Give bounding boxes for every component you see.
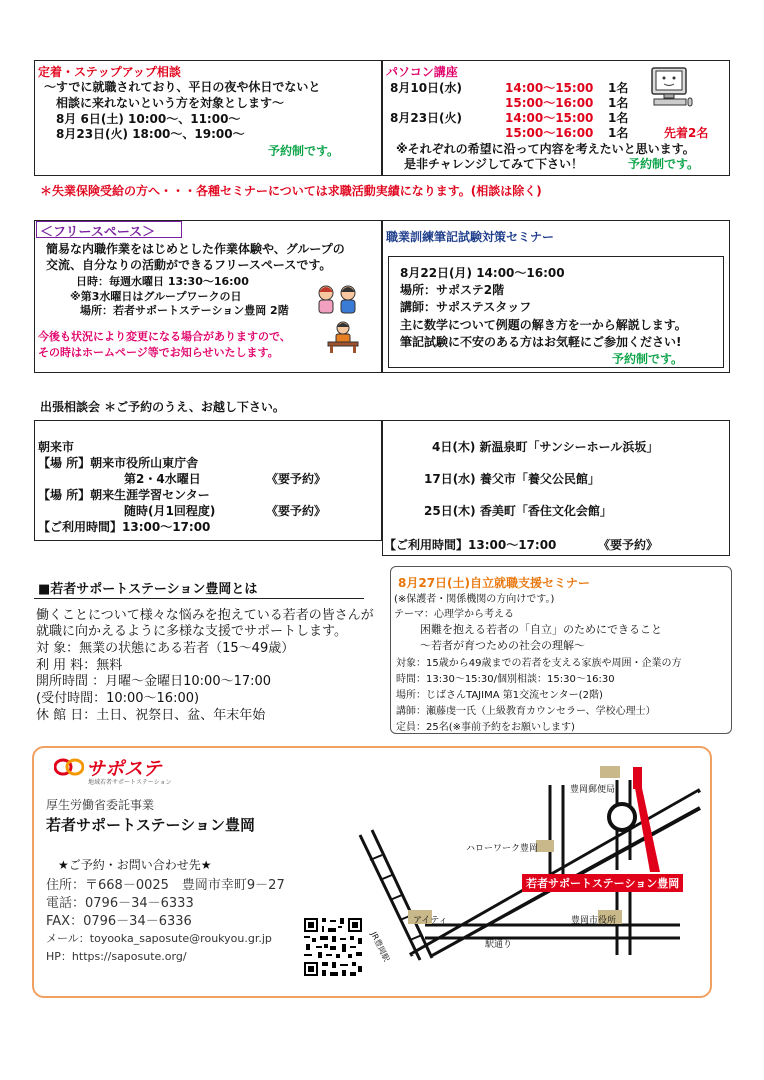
seminar-theme2: 困難を抱える若者の「自立」のためにできること (420, 623, 662, 636)
pc-note2: 是非チャレンジしてみて下さい！ (404, 157, 584, 171)
seminar-capacity: 定員：25名(※事前予約をお願いします) (396, 722, 575, 733)
logo-subtext: 地域若者サポートステーション (88, 779, 172, 786)
teichaku-line2: 相談に来れないという方を対象とします〜 (56, 96, 285, 110)
free-line5: 場所：若者サポートステーション豊岡 2階 (80, 304, 289, 317)
shokugyo-date: 8月22日(月) 14:00〜16:00 (400, 266, 565, 280)
seminar-target: 対象：15歳から49歳までの若者を支える家族や周囲・企業の方 (396, 658, 682, 669)
saposute-logo-icon (54, 756, 84, 778)
shucho-r2: 17日(水) 養父市「養父公民館」 (424, 472, 600, 486)
working-person-icon (326, 320, 360, 354)
shokugyo-lecturer: 講師：サポステスタッフ (400, 300, 532, 314)
pc-first: 先着2名 (664, 126, 709, 140)
map-post: 豊岡郵便局 (570, 785, 616, 795)
about-closed: 休 館 日：土日、祝祭日、盆、年末年始 (36, 708, 266, 723)
seminar-place: 場所：じばさんTAJIMA 第1交流センター(2階) (396, 690, 603, 701)
pc-count1: 1名 (608, 81, 629, 95)
shucho-place1: 【場 所】朝来市役所山東庁舎 (38, 456, 199, 470)
about-line2: 就職に向かえるように多様な支援でサポートします。 (36, 624, 347, 639)
footer-tel: 電話：0796－34－6333 (46, 896, 194, 911)
seminar-theme: テーマ：心理学から考える (394, 609, 514, 620)
seminar-sub: (※保護者・関係機関の方向けです。) (394, 594, 555, 605)
shokugyo-title: 職業訓練筆記試験対策セミナー (386, 230, 555, 244)
map-jr: JR豊岡駅 (369, 930, 392, 964)
shokugyo-desc2: 筆記試験に不安のある方はお気軽にご参加ください! (400, 335, 682, 349)
map-aiti: アイティ (413, 916, 448, 926)
seminar-lecturer: 講師：瀬藤虔一氏（上級教育カウンセラー、学校心理士） (396, 706, 656, 717)
seminar-time: 時間：13:30〜15:30/個別相談：15:30〜16:30 (396, 674, 615, 685)
seminar-title: 8月27日(土)自立就職支援セミナー (398, 576, 591, 590)
about-reception: (受付時間：10:00〜16:00) (36, 691, 200, 706)
people-icon (316, 284, 360, 314)
pc-count2: 1名 (608, 96, 629, 110)
shokugyo-reserve: 予約制です。 (612, 352, 684, 366)
free-line4: ※第3水曜日はグループワークの日 (70, 290, 242, 303)
shucho-yoyaku1: 《要予約》 (266, 472, 327, 486)
pc-time4: 15:00〜16:00 (505, 126, 594, 140)
pc-time3: 14:00〜15:00 (505, 111, 594, 125)
shucho-yoyaku2: 《要予約》 (266, 504, 327, 518)
pc-time1: 14:00〜15:00 (505, 81, 594, 95)
footer-ministry: 厚生労働省委託事業 (46, 798, 155, 812)
shucho-r-yoyaku: 《要予約》 (598, 538, 659, 552)
free-title: ＜フリースペース＞ (40, 225, 156, 240)
computer-icon (650, 66, 694, 110)
shucho-heading: 出張相談会 ＊ご予約のうえ、お越し下さい。 (40, 400, 285, 414)
free-note1: 今後も状況により変更になる場合がありますので、 (38, 330, 291, 343)
shucho-place2: 【場 所】朝来生涯学習センター (38, 488, 210, 502)
footer-mail: メール：toyooka_saposute@roukyou.gr.jp (46, 932, 272, 945)
about-hours: 開所時間 ：月曜〜金曜日10:00〜17:00 (36, 674, 272, 689)
map-cityhall: 豊岡市役所 (571, 916, 617, 926)
logo-text: サポステ (86, 758, 162, 780)
pc-title: パソコン講座 (386, 65, 458, 79)
unemployment-notice: ＊失業保険受給の方へ・・・各種セミナーについては求職活動実績になります。(相談は除く) (40, 184, 542, 198)
shucho-city: 朝来市 (38, 440, 75, 454)
shucho-r3: 25日(木) 香美町「香住文化会館」 (424, 504, 612, 518)
footer-hp: HP：https://saposute.org/ (46, 950, 187, 963)
teichaku-line1: 〜すでに就職されており、平日の夜や休日でないと (44, 80, 321, 94)
about-line1: 働くことについて様々な悩みを抱えている若者の皆さんが (36, 608, 374, 623)
map-station: 若者サポートステーション豊岡 (522, 874, 683, 892)
teichaku-reserve: 予約制です。 (268, 144, 340, 158)
shucho-sched1: 第2・4水曜日 (124, 472, 201, 486)
shucho-r1: 4日(木) 新温泉町「サンシーホール浜坂」 (432, 440, 659, 454)
map (350, 760, 705, 985)
pc-date1: 8月10日(水) (390, 81, 463, 95)
shucho-r-time: 【ご利用時間】13:00〜17:00 (384, 538, 557, 552)
footer-name: 若者サポートステーション豊岡 (46, 816, 255, 834)
pc-note1: ※それぞれの希望に沿って内容を考えたいと思います。 (396, 142, 695, 156)
pc-reserve: 予約制です。 (628, 157, 700, 171)
pc-count4: 1名 (608, 126, 629, 140)
teichaku-title: 定着・ステップアップ相談 (38, 65, 181, 79)
about-title: ■若者サポートステーション豊岡とは (38, 582, 258, 597)
shokugyo-place: 場所：サポステ2階 (400, 283, 505, 297)
teichaku-date2: 8月23日(火) 18:00〜、19:00〜 (56, 127, 245, 141)
free-line2: 交流、自分なりの活動ができるフリースペースです。 (46, 258, 332, 272)
shucho-time: 【ご利用時間】13:00〜17:00 (38, 520, 211, 534)
shokugyo-desc1: 主に数学について例題の解き方を一から解説します。 (400, 318, 687, 332)
pc-count3: 1名 (608, 111, 629, 125)
about-target: 対 象：無業の状態にある若者（15〜49歳） (36, 641, 295, 656)
shucho-sched2: 随時(月1回程度) (124, 504, 216, 518)
map-hellowork: ハローワーク豊岡 (466, 844, 539, 854)
seminar-theme3: 〜若者が育つための社会の理解〜 (420, 639, 585, 652)
about-divider (34, 598, 364, 599)
free-line3: 日時：毎週水曜日 13:30〜16:00 (76, 275, 249, 288)
footer-fax: FAX：0796－34－6336 (46, 914, 192, 929)
footer-contact: ★ご予約・お問い合わせ先★ (58, 858, 212, 872)
free-note2: その時はホームページ等でお知らせいたします。 (38, 346, 279, 359)
map-ekidori: 駅通り (485, 940, 513, 950)
pc-date2: 8月23日(火) (390, 111, 463, 125)
footer-address: 住所：〒668－0025 豊岡市幸町9－27 (46, 878, 285, 893)
teichaku-date1: 8月 6日(土) 10:00〜、11:00〜 (56, 112, 241, 126)
free-line1: 簡易な内職作業をはじめとした作業体験や、グループの (46, 242, 345, 256)
pc-time2: 15:00〜16:00 (505, 96, 594, 110)
about-fee: 利 用 料：無料 (36, 658, 123, 673)
